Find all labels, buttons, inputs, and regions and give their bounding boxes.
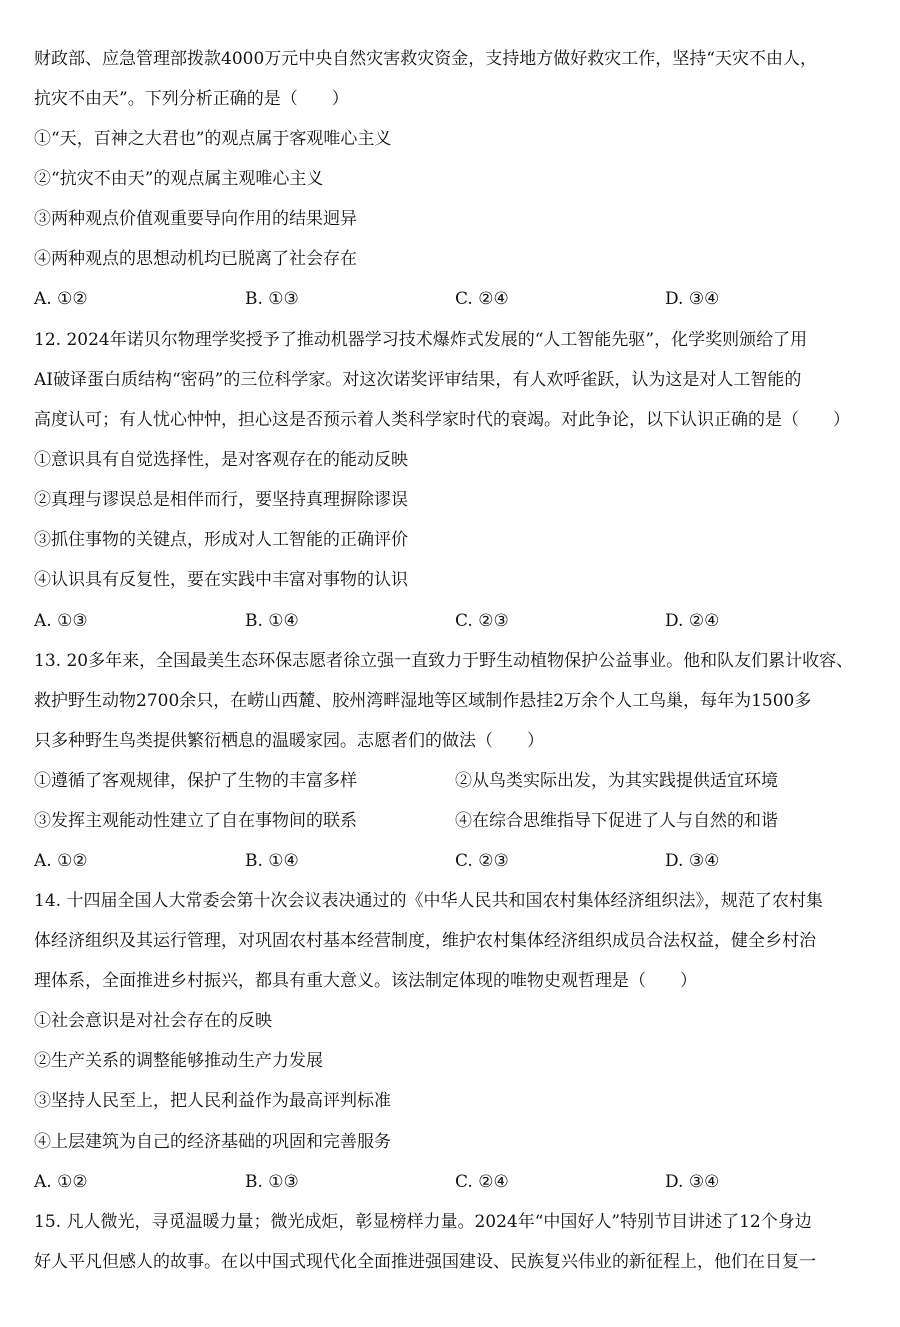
q13-option-d[interactable]: D. ③④ — [665, 851, 720, 871]
q12-stem-line-2: AI破译蛋白质结构“密码”的三位科学家。对这次诺奖评审结果，有人欢呼雀跃，认为这是对人工智能的 — [34, 370, 802, 390]
q14-options — [34, 1169, 874, 1195]
q11-option-b[interactable]: B. ①③ — [245, 289, 299, 309]
q12-options — [34, 608, 874, 634]
q12-statement-2: ②真理与谬误总是相伴而行，要坚持真理摒除谬误 — [34, 490, 408, 510]
q14-option-d[interactable]: D. ③④ — [665, 1172, 720, 1192]
q11-statement-3: ③两种观点价值观重要导向作用的结果迥异 — [34, 209, 357, 229]
q13-stem-line-2: 救护野生动物2700余只，在崂山西麓、胶州湾畔湿地等区域制作悬挂2万余个人工鸟巢，每年为1500多 — [34, 691, 812, 711]
q12-statement-1: ①意识具有自觉选择性，是对客观存在的能动反映 — [34, 450, 408, 470]
q12-stem-line-3: 高度认可；有人忧心忡忡，担心这是否预示着人类科学家时代的衰竭。对此争论，以下认识正确的是（ ） — [34, 410, 850, 430]
q12-option-b[interactable]: B. ①④ — [245, 611, 299, 631]
q13-stem-line-3: 只多种野生鸟类提供繁衍栖息的温暖家园。志愿者们的做法（ ） — [34, 731, 544, 751]
q12-stem-line-1: 12. 2024年诺贝尔物理学奖授予了推动机器学习技术爆炸式发展的“人工智能先驱”，化学奖则颁给了用 — [34, 330, 808, 350]
q13-statement-row-2 — [34, 808, 874, 834]
q15-stem-line-2: 好人平凡但感人的故事。在以中国式现代化全面推进强国建设、民族复兴伟业的新征程上，他们在日复一 — [34, 1252, 816, 1272]
q13-statement-3: ③发挥主观能动性建立了自在事物间的联系 — [34, 811, 357, 831]
q13-statement-1: ①遵循了客观规律，保护了生物的丰富多样 — [34, 771, 357, 791]
q12-statement-4: ④认识具有反复性，要在实践中丰富对事物的认识 — [34, 570, 408, 590]
q14-option-c[interactable]: C. ②④ — [455, 1172, 509, 1192]
q14-statement-4: ④上层建筑为自己的经济基础的巩固和完善服务 — [34, 1132, 391, 1152]
q15-stem-line-1: 15. 凡人微光，寻觅温暖力量；微光成炬，彰显榜样力量。2024年“中国好人”特别节目讲述了12个身边 — [34, 1212, 812, 1232]
q14-option-a[interactable]: A. ①② — [34, 1172, 88, 1192]
q11-option-c[interactable]: C. ②④ — [455, 289, 509, 309]
q13-options — [34, 848, 874, 874]
q12-option-d[interactable]: D. ②④ — [665, 611, 720, 631]
q14-statement-2: ②生产关系的调整能够推动生产力发展 — [34, 1051, 323, 1071]
q14-statement-1: ①社会意识是对社会存在的反映 — [34, 1011, 272, 1031]
q11-option-a[interactable]: A. ①② — [34, 289, 88, 309]
q11-statement-1: ①“天，百神之大君也”的观点属于客观唯心主义 — [34, 129, 392, 149]
q12-option-a[interactable]: A. ①③ — [34, 611, 88, 631]
q11-options — [34, 286, 874, 312]
q14-stem-line-1: 14. 十四届全国人大常委会第十次会议表决通过的《中华人民共和国农村集体经济组织法》，规范了农村集 — [34, 891, 823, 911]
q13-stem-line-1: 13. 20多年来，全国最美生态环保志愿者徐立强一直致力于野生动植物保护公益事业。他和队友们累计收容、 — [34, 651, 854, 671]
q11-stem-line-1: 财政部、应急管理部拨款4000万元中央自然灾害救灾资金，支持地方做好救灾工作，坚持“天灾不由人， — [34, 49, 817, 69]
q14-stem-line-2: 体经济组织及其运行管理，对巩固农村基本经营制度，维护农村集体经济组织成员合法权益，健全乡村治 — [34, 931, 816, 951]
q12-option-c[interactable]: C. ②③ — [455, 611, 509, 631]
q13-statement-4: ④在综合思维指导下促进了人与自然的和谐 — [455, 811, 778, 831]
q14-option-b[interactable]: B. ①③ — [245, 1172, 299, 1192]
q13-option-c[interactable]: C. ②③ — [455, 851, 509, 871]
q13-option-a[interactable]: A. ①② — [34, 851, 88, 871]
q11-statement-2: ②“抗灾不由天”的观点属主观唯心主义 — [34, 169, 324, 189]
q11-stem-line-2: 抗灾不由天”。下列分析正确的是（ ） — [34, 89, 349, 109]
q13-statement-2: ②从鸟类实际出发，为其实践提供适宜环境 — [455, 771, 778, 791]
q13-option-b[interactable]: B. ①④ — [245, 851, 299, 871]
q14-statement-3: ③坚持人民至上，把人民利益作为最高评判标准 — [34, 1091, 391, 1111]
q12-statement-3: ③抓住事物的关键点，形成对人工智能的正确评价 — [34, 530, 408, 550]
q14-stem-line-3: 理体系，全面推进乡村振兴，都具有重大意义。该法制定体现的唯物史观哲理是（ ） — [34, 971, 697, 991]
q11-option-d[interactable]: D. ③④ — [665, 289, 720, 309]
q13-statement-row-1 — [34, 768, 874, 794]
q11-statement-4: ④两种观点的思想动机均已脱离了社会存在 — [34, 249, 357, 269]
